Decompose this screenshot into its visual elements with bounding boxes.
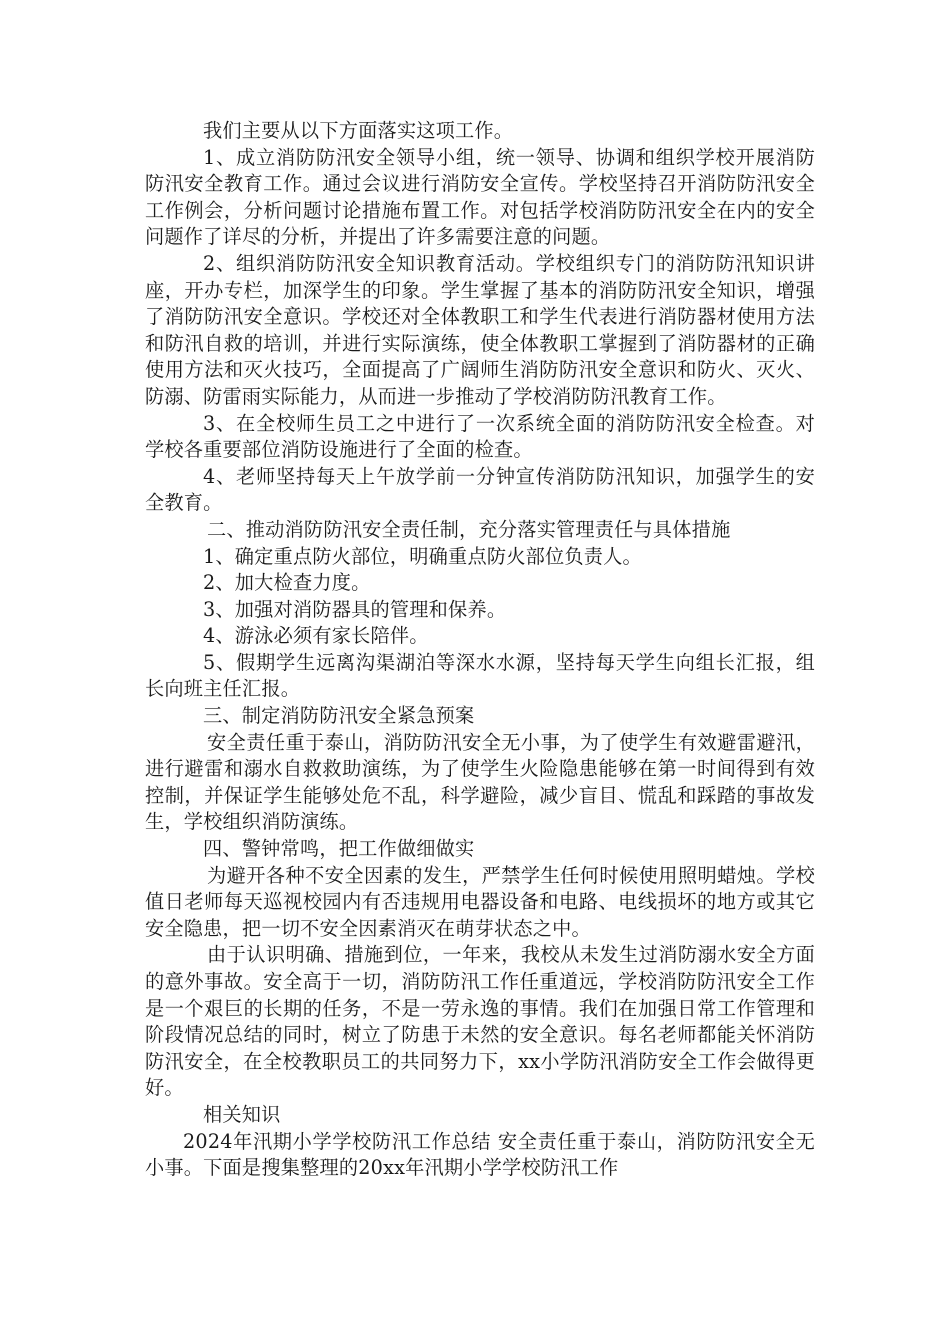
paragraph-item-2: 2、组织消防防汛安全知识教育活动。学校组织专门的消防防汛知识讲座，开办专栏，加深学生的印象。学生掌握了基本的消防防汛安全知识，增强了消防防汛安全意识。学校还对全体教职工和学生代表进行消防器材使用方法和防汛自救的培训，并进行实际演练，使全体教职工掌握到了消防器材的正确使用方法和灭火技巧，全面提高了广阔师生消防防汛安全意识和防火、灭火、防溺、防雷雨实际能力，从而进一步推动了学校消防防汛教育工作。 xyxy=(145,251,815,408)
document-body xyxy=(145,118,815,1182)
section-heading-2: 二、推动消防防汛安全责任制，充分落实管理责任与具体措施 xyxy=(207,517,731,541)
list-item: 1、确定重点防火部位，明确重点防火部位负责人。 xyxy=(203,544,642,568)
paragraph-related-summary: 2024年汛期小学学校防汛工作总结 安全责任重于泰山，消防防汛安全无小事。下面是搜集整理的20xx年汛期小学学校防汛工作 xyxy=(145,1129,815,1180)
paragraph-emergency-plan: 安全责任重于泰山，消防防汛安全无小事，为了使学生有效避雷避汛，进行避雷和溺水自救救助演练，为了使学生火险隐患能够在第一时间得到有效控制，并保证学生能够处危不乱，科学避险，减少盲目、慌乱和踩踏的事故发生，学校组织消防演练。 xyxy=(145,730,815,834)
paragraph-safety-measures: 为避开各种不安全因素的发生，严禁学生任何时候使用照明蜡烛。学校值日老师每天巡视校园内有否违规用电器设备和电路、电线损坏的地方或其它安全隐患，把一切不安全因素消灭在萌芽状态之中。 xyxy=(145,863,815,940)
paragraph-conclusion: 由于认识明确、措施到位，一年来，我校从未发生过消防溺水安全方面的意外事故。安全高于一切，消防防汛工作任重道远，学校消防防汛安全工作是一个艰巨的长期的任务，不是一劳永逸的事情。我们在加强日常工作管理和阶段情况总结的同时，树立了防患于未然的安全意识。每名老师都能关怀消防防汛安全，在全校教职员工的共同努力下，xx小学防汛消防安全工作会做得更好。 xyxy=(145,943,815,1100)
list-item: 5、假期学生远离沟渠湖泊等深水水源，坚持每天学生向组长汇报，组长向班主任汇报。 xyxy=(145,650,815,701)
related-knowledge-heading: 相关知识 xyxy=(203,1102,281,1126)
list-item: 3、加强对消防器具的管理和保养。 xyxy=(203,597,507,621)
section-heading-3: 三、制定消防防汛安全紧急预案 xyxy=(203,704,475,728)
list-item: 2、加大检查力度。 xyxy=(203,571,371,595)
paragraph-item-4: 4、老师坚持每天上午放学前一分钟宣传消防防汛知识，加强学生的安全教育。 xyxy=(145,464,815,515)
section-heading-4: 四、警钟常鸣，把工作做细做实 xyxy=(203,837,475,861)
paragraph-intro: 我们主要从以下方面落实这项工作。 xyxy=(203,119,514,142)
paragraph-item-1: 1、成立消防防汛安全领导小组，统一领导、协调和组织学校开展消防防汛安全教育工作。通过会议进行消防安全宣传。学校坚持召开消防防汛安全工作例会，分析问题讨论措施布置工作。对包括学校消防防汛安全在内的安全问题作了详尽的分析，并提出了许多需要注意的问题。 xyxy=(145,145,815,249)
paragraph-item-3: 3、在全校师生员工之中进行了一次系统全面的消防防汛安全检查。对学校各重要部位消防设施进行了全面的检查。 xyxy=(145,411,815,462)
list-item: 4、游泳必须有家长陪伴。 xyxy=(203,624,429,648)
